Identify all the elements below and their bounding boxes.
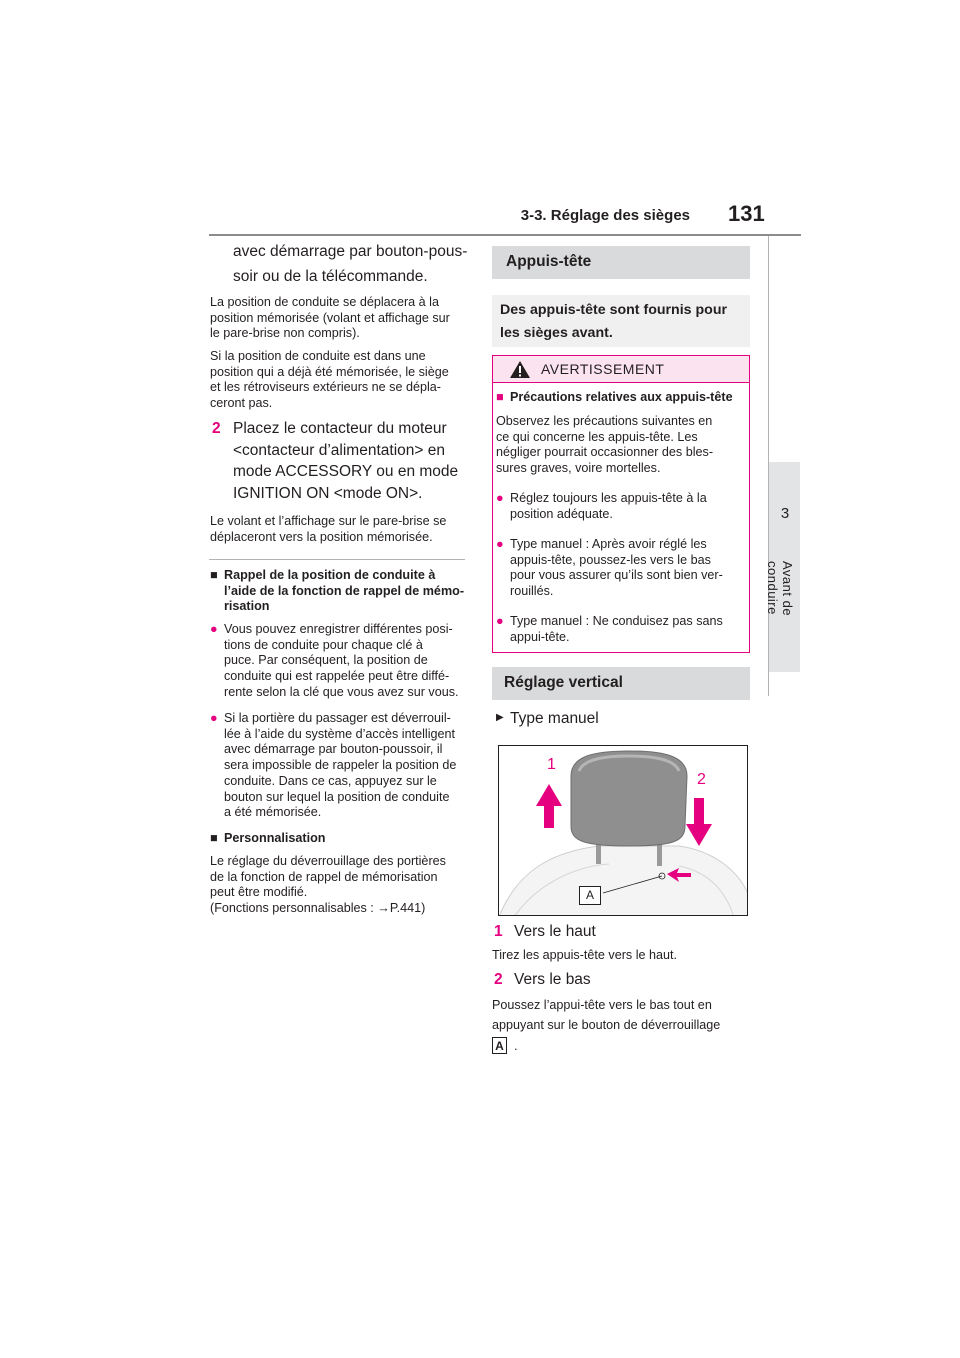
section-header: 3-3. Réglage des sièges [520,207,690,224]
warning-box [492,355,750,653]
figure-label-1: 1 [547,756,556,773]
warning-bullet-3: Type manuel : Ne conduisez pas sans appui-tête. [510,614,723,644]
warning-dot-3: ● [496,614,504,628]
label-A-box: A [492,1037,507,1054]
paragraph-3: Le volant et l’affichage sur le pare-brise se déplaceront vers la position mémorisée. [210,514,447,544]
square-marker-2: ■ [210,831,218,845]
bullet-dot-1: ● [210,622,218,636]
lead-box: Des appuis-tête sont fournis pour les sièges avant. [492,295,750,347]
step-1-text: Vers le haut [514,923,596,940]
step-1-desc: Tirez les appuis-tête vers le haut. [492,948,678,962]
step-2-number: 2 [212,420,221,437]
chapter-label: Avant de conduire [765,561,795,617]
warning-heading: AVERTISSEMENT [541,361,665,377]
bullet-dot-2: ● [210,711,218,725]
step-2-text: Placez le contacteur du moteur <contacteur d’alimentation> en mode ACCESSORY ou en mode IGNITION ON <mode ON>. [233,420,459,502]
page-number: 131 [728,201,765,226]
bullet-text-1: Vous pouvez enregistrer différentes posi- tions de conduite pour chaque clé à puce. Par conséquent, la position de conduite qui est rappelée peut être diffé- rente selon la clé que vous avez sur vous. [224,622,459,699]
headrest-illustration [499,746,748,916]
paragraph-1: La position de conduite se déplacera à la position mémorisée (volant et affichage sur le pare-brise non compris). [210,295,450,341]
type-label: Type manuel [510,710,599,727]
warning-dot-1: ● [496,491,504,505]
warning-bullet-2: Type manuel : Après avoir réglé les appuis-tête, poussez-les vers le bas pour vous assurer qu’ils sont bien ver- rouillés. [510,537,723,599]
warning-bullet-1: Réglez toujours les appuis-tête à la position adéquate. [510,491,707,521]
section-title-reglage-vertical: Réglage vertical [492,667,750,700]
step-2b-desc: Poussez l’appui-tête vers le bas tout en appuyant sur le bouton de déverrouillage [492,998,721,1032]
warning-subtitle: Précautions relatives aux appuis-tête [510,390,733,404]
figure-label-A: A [579,886,601,905]
bullet-text-2: Si la portière du passager est déverrouil- lée à l’aide du système d’accès intelligent avec démarrage par bouton-poussoir, il sera impossible de rappeler la position de conduite. Dans ce cas, appuyez sur le bouton sur lequel la position de conduite a été mémorisée. [224,711,457,820]
rappel-title: Rappel de la position de conduite à l’aide de la fonction de rappel de mémo- risation [224,568,465,614]
step-2b-text: Vers le bas [514,971,591,988]
step-2b-number: 2 [494,971,503,988]
figure-label-2: 2 [697,771,706,788]
warning-header [493,356,749,383]
perso-text: Le réglage du déverrouillage des portières de la fonction de rappel de mémorisation peut être modifié. (Fonctions personnalisables : →P.441) [210,854,446,916]
warning-dot-2: ● [496,537,504,551]
step-2b-end: . [514,1039,518,1053]
warning-triangle-icon [509,360,531,384]
step-1-number: 1 [494,923,503,940]
chapter-number: 3 [780,505,790,522]
header-rule [209,234,801,236]
perso-title: Personnalisation [224,831,326,845]
section-title-appuis-tete: Appuis-tête [492,246,750,279]
continued-text: avec démarrage par bouton-pous- soir ou de la télécommande. [233,243,468,285]
triangle-bullet-icon: ▶ [496,712,504,723]
paragraph-2: Si la position de conduite est dans une position qui a déjà été mémorisée, le siège et les rétroviseurs extérieurs ne se dépla- ceront pas. [210,349,449,411]
separator [209,559,465,560]
warning-intro: Observez les précautions suivantes en ce qui concerne les appuis-tête. Les négliger pourrait occasionner des bles- sures graves, voire mortelles. [496,414,714,476]
warning-sq-marker: ■ [496,390,504,404]
square-marker: ■ [210,568,218,582]
headrest-figure [498,745,748,916]
